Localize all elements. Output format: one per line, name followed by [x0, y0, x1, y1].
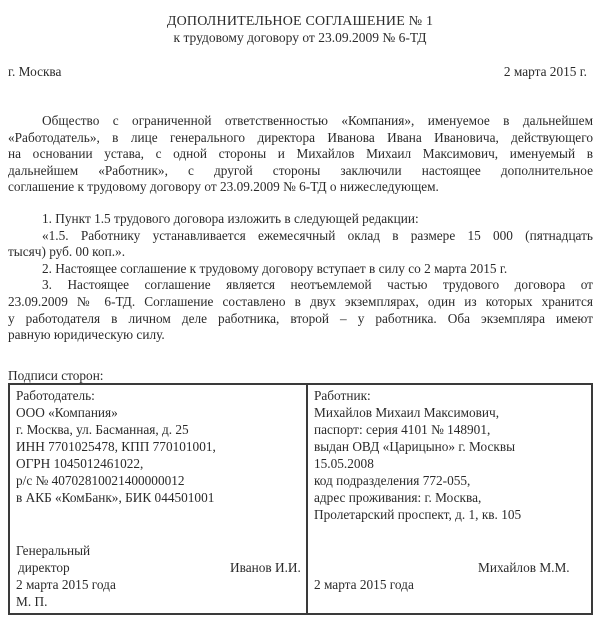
employee-cell — [308, 385, 591, 613]
clause-line: 3. Настоящее соглашение является неотъемлемой частью трудового договора от — [42, 277, 593, 293]
employer-heading: Работодатель: — [16, 388, 95, 403]
clause-line: тысяч) руб. 00 коп.». — [8, 244, 126, 260]
preamble-line: «Работодатель», в лице генерального директора Иванова Ивана Ивановича, действующего — [8, 129, 593, 145]
clause-line: равную юридическую силу. — [8, 327, 165, 343]
employee-address-line2: Пролетарский проспект, д. 1, кв. 105 — [314, 507, 522, 522]
employer-account: р/с № 40702810021400000012 — [16, 473, 185, 488]
preamble-line: на основании устава, с одной стороны и Михайлов Михаил Максимович, именуемый в — [8, 146, 593, 162]
preamble-line: соглашение к трудовому договору от 23.09.2009 № 6-ТД о нижеследующем. — [8, 179, 439, 195]
clause-line: 23.09.2009 № 6-ТД. Соглашение составлено в двух экземплярах, один из которых хранится — [8, 293, 593, 309]
preamble-line: дальнейшем «Работник», с другой стороны заключили настоящее дополнительное — [8, 162, 593, 178]
document-subtitle: к трудовому договору от 23.09.2009 № 6-ТД — [173, 30, 427, 45]
signatures-label: Подписи сторон: — [8, 368, 104, 383]
employer-position-line2: директор — [18, 560, 70, 575]
clause-line: 1. Пункт 1.5 трудового договора изложить в следующей редакции: — [42, 211, 419, 226]
employer-inn-kpp: ИНН 7701025478, КПП 770101001, — [16, 439, 216, 454]
signatures-table — [8, 383, 593, 615]
employee-issue-date: 15.05.2008 — [314, 456, 374, 471]
employee-address-line1: адрес проживания: г. Москва, — [314, 490, 482, 505]
clause-line: 2. Настоящее соглашение к трудовому договору вступает в силу со 2 марта 2015 г. — [42, 260, 508, 276]
employee-heading: Работник: — [314, 388, 371, 403]
clause-line: у работодателя в личном деле работника, второй – у работника. Оба экземпляра имеют — [8, 310, 593, 326]
employer-bank: в АКБ «КомБанк», БИК 044501001 — [16, 490, 215, 505]
document-title: ДОПОЛНИТЕЛЬНОЕ СОГЛАШЕНИЕ № 1 — [166, 14, 434, 29]
clauses-section — [8, 211, 593, 344]
employer-address: г. Москва, ул. Басманная, д. 25 — [16, 422, 189, 437]
employer-name: ООО «Компания» — [16, 405, 118, 420]
employer-cell — [10, 385, 308, 613]
employer-signatory: Иванов И.И. — [230, 560, 301, 575]
employer-stamp: М. П. — [16, 594, 48, 609]
employer-position-line1: Генеральный — [16, 543, 91, 558]
preamble-line: Общество с ограниченной ответственностью «Компания», именуемое в дальнейшем — [42, 113, 593, 128]
employee-name: Михайлов Михаил Максимович, — [314, 405, 500, 420]
employee-division-code: код подразделения 772-055, — [314, 473, 471, 488]
clause-line: «1.5. Работнику устанавливается ежемесячный оклад в размере 15 000 (пятнадцать — [42, 227, 593, 243]
employer-sign-date: 2 марта 2015 года — [16, 577, 116, 592]
employer-ogrn: ОГРН 1045012461022, — [16, 456, 144, 471]
preamble-paragraph — [8, 113, 593, 196]
document-date: 2 марта 2015 г. — [503, 64, 587, 79]
employee-sign-date: 2 марта 2015 года — [314, 577, 414, 592]
document-city: г. Москва — [8, 64, 62, 79]
employee-passport-issued: выдан ОВД «Царицыно» г. Москвы — [314, 439, 516, 454]
employee-passport: паспорт: серия 4101 № 148901, — [314, 422, 491, 437]
employee-signatory: Михайлов М.М. — [478, 560, 570, 575]
